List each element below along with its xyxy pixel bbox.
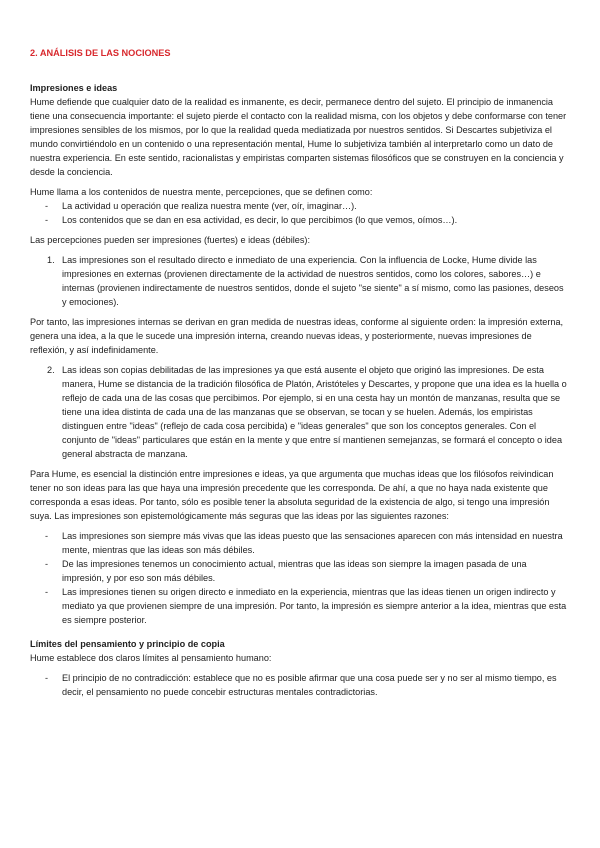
perceptions-list xyxy=(30,199,570,227)
list-item: - Las impresiones son siempre más vivas que las ideas puesto que las sensaciones aparecen con más intensidad en nuestra mente, mientras que las ideas son más débiles. xyxy=(45,531,563,555)
item-number: 2. xyxy=(47,365,55,375)
impressions-heading: Impresiones e ideas xyxy=(30,83,118,93)
paragraph-immanence: Hume defiende que cualquier dato de la realidad es inmanente, es decir, permanece dentro del sujeto. El principio de inmanencia tiene una consecuencia importante: el sujeto pierde el contacto con la realidad misma, con los objetos y debe conformarse con tener impresiones sensibles de los mismos, por lo que la realidad queda mediatizada por nuestros sentidos. Si Descartes subjetiviza el mundo convirtiéndolo en un contenido o una representación mental, Hume lo subjetiviza también al interpretarlo como un dato de nuestra experiencia. En este sentido, racionalistas y empiristas comparten sistemas filosóficos que se construyen en la conciencia y desde la conciencia. xyxy=(30,97,567,177)
paragraph-order: Por tanto, las impresiones internas se derivan en gran medida de nuestras ideas, conforme al siguiente orden: la impresión externa, genera una idea, a la que le sucede una impresión interna, creando nuevas ideas, y posteriormente, nuevas impresiones de reflexión, y así indefinidamente. xyxy=(30,317,564,355)
reasons-list xyxy=(30,529,570,627)
list-item: - El principio de no contradicción: establece que no es posible afirmar que una cosa puede ser y no ser al mismo tiempo, es decir, el pensamiento no puede concebir estructuras mentales contradictorias. xyxy=(45,673,557,697)
list-item: - Las impresiones tienen su origen directo e inmediato en la experiencia, mientras que las ideas tienen un origen indirecto y mediato ya que provienen siempre de una impresión. Por tanto, la impresión es siempre anterior a la idea, mientras que esta es siempre posterior. xyxy=(45,587,567,625)
limits-heading: Límites del pensamiento y principio de copia xyxy=(30,639,225,649)
numbered-list-1 xyxy=(30,253,570,309)
list-item: - La actividad u operación que realiza nuestra mente (ver, oír, imaginar…). xyxy=(45,201,357,211)
list-item: - De las impresiones tenemos un conocimiento actual, mientras que las ideas son siempre la imagen pasada de una impresión, y por eso son más débiles. xyxy=(45,559,527,583)
section-title: 2. ANÁLISIS DE LAS NOCIONES xyxy=(30,48,171,58)
list-item: 1. Las impresiones son el resultado directo e inmediato de una experiencia. Con la influencia de Locke, Hume divide las impresiones en externas (provienen directamente de la actividad de nuestros sentidos, como los colores, sabores…) e internas (provienen indirectamente de nuestros sentidos, donde el sujeto "se siente" a sí mismo, como las pasiones, deseos y emociones). xyxy=(47,255,564,307)
limits-list xyxy=(30,671,570,699)
dash-bullet: - xyxy=(45,201,49,211)
paragraph-perceptions: Hume llama a los contenidos de nuestra mente, percepciones, que se definen como: xyxy=(30,187,373,197)
paragraph-types: Las percepciones pueden ser impresiones (fuertes) e ideas (débiles): xyxy=(30,235,310,245)
dash-bullet: - xyxy=(45,587,49,597)
dash-bullet: - xyxy=(45,559,49,569)
paragraph-distinction: Para Hume, es esencial la distinción entre impresiones e ideas, ya que argumenta que muchas ideas que los filósofos reivindican tener no son ideas para las que haya una impresión precedente que les corresponda. De ahí, a que no haya nada existente que corresponda a esas ideas. Por tanto, sólo es posible tener la absoluta seguridad de la existencia de algo, si tengo una impresión suya. Las impresiones son epistemológicamente más seguras que las ideas por las siguientes razones: xyxy=(30,469,554,521)
item-number: 1. xyxy=(47,255,55,265)
numbered-list-2 xyxy=(30,363,570,461)
list-item: - Los contenidos que se dan en esa actividad, es decir, lo que percibimos (lo que vemos, oímos…). xyxy=(45,215,458,225)
document-page xyxy=(30,46,570,699)
dash-bullet: - xyxy=(45,531,49,541)
paragraph-limits: Hume establece dos claros límites al pensamiento humano: xyxy=(30,653,272,663)
dash-bullet: - xyxy=(45,215,49,225)
list-item: 2. Las ideas son copias debilitadas de las impresiones ya que está ausente el objeto que originó las impresiones. De esta manera, Hume se distancia de la tradición filosófica de Platón, Aristóteles y Descartes, y propone que una idea es la huella o reflejo de cada una de las cosas que percibimos. Por ejemplo, si en una cesta hay un montón de manzanas, resulta que se tiene una idea distinta de cada una de las manzanas que se observan, se tocan y se huelen. Además, los empiristas distinguen entre "ideas" (reflejo de cada cosa percibida) e "ideas generales" que son los conceptos generales. Con el conjunto de "ideas" particulares que están en la mente y que entre sí mantienen semejanzas, se formará el concepto o idea general abstracta de manzana. xyxy=(47,365,567,459)
dash-bullet: - xyxy=(45,673,49,683)
